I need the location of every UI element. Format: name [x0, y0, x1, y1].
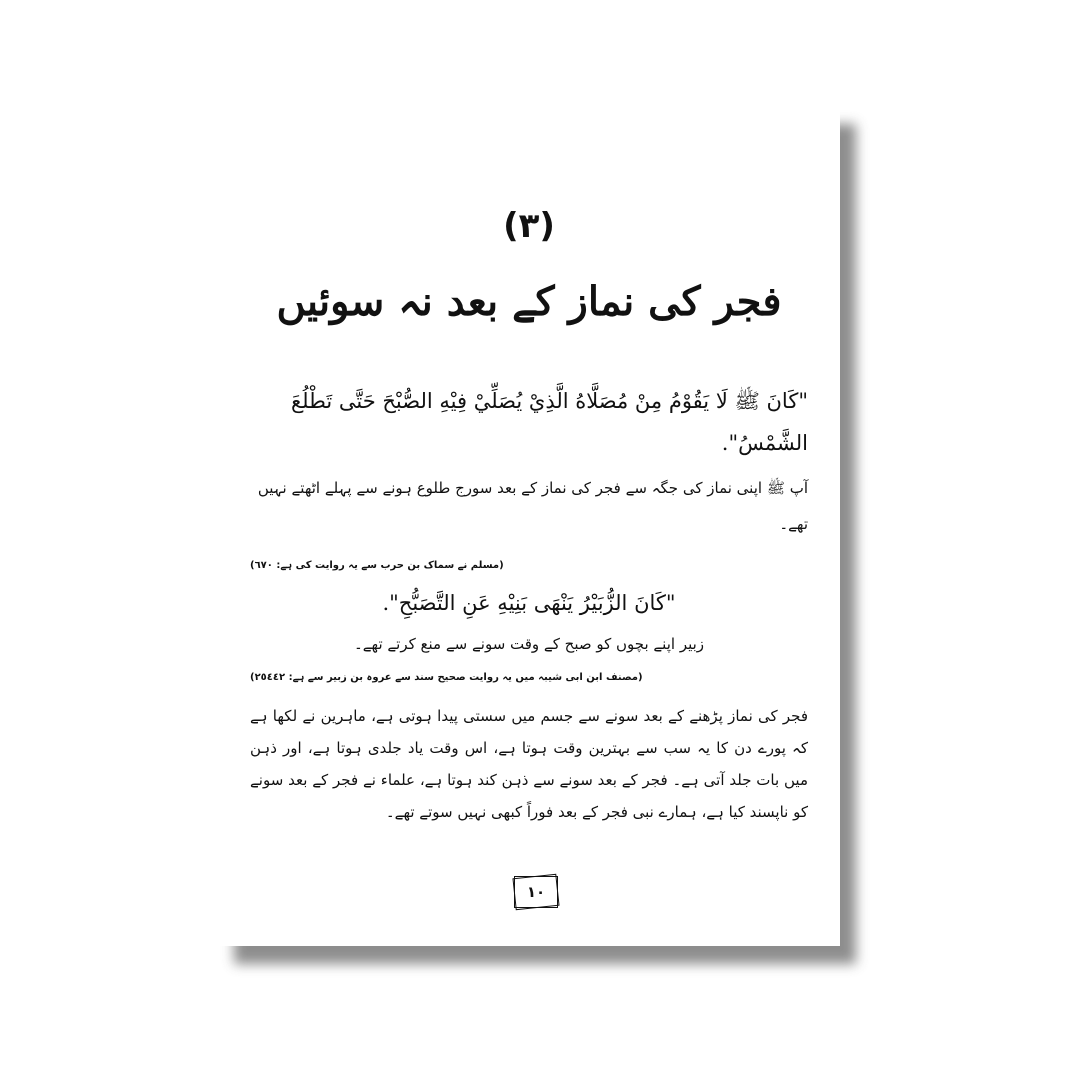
- hadith-1-arabic: "كَانَ ﷺ لَا يَقُوْمُ مِنْ مُصَلَّاهُ الَّذِيْ يُصَلِّيْ فِيْهِ الصُّبْحَ حَتَّى تَطْلُعَ الشَّمْسُ".: [291, 389, 808, 455]
- body-paragraph: فجر کی نماز پڑھنے کے بعد سونے سے جسم میں سستی پیدا ہوتی ہے، ماہرین نے لکھا ہے کہ پورے دن کا یہ سب سے بہترین وقت ہوتا ہے، اس وقت یاد جلدی ہوتا ہے، اور ذہن میں بات جلد آتی ہے۔ فجر کے بعد سونے سے ذہن کند ہوتا ہے، علماء نے فجر کے بعد سونے کو ناپسند کیا ہے، ہمارے نبی فجر کے بعد فوراً کبھی نہیں سوتے تھے۔: [250, 707, 808, 821]
- page-number-frame: [514, 876, 560, 910]
- page-number: ١٠: [526, 883, 546, 901]
- hadith-2-translation: زبیر اپنے بچوں کو صبح کے وقت سونے سے منع کرتے تھے۔: [353, 635, 705, 653]
- chapter-title: فجر کی نماز کے بعد نہ سوئیں: [276, 278, 782, 325]
- hadith-1-reference: (مسلم نے سماک بن حرب سے یہ روایت کی ہے: ٦٧٠): [250, 560, 504, 571]
- book-page: [218, 110, 840, 946]
- hadith-1-translation: آپ ﷺ اپنی نماز کی جگہ سے فجر کی نماز کے بعد سورج طلوع ہونے سے پہلے اٹھتے نہیں تھے۔: [257, 479, 808, 533]
- chapter-number: (٣): [503, 206, 555, 246]
- hadith-2-reference: (مصنف ابن ابی شیبہ میں یہ روایت صحیح سند سے عروہ بن زبیر سے ہے: ٢٥٤٤٢): [250, 672, 643, 683]
- hadith-2-arabic: "كَانَ الزُّبَيْرُ يَنْهَى بَنِيْهِ عَنِ التَّصَبُّحِ".: [382, 591, 676, 615]
